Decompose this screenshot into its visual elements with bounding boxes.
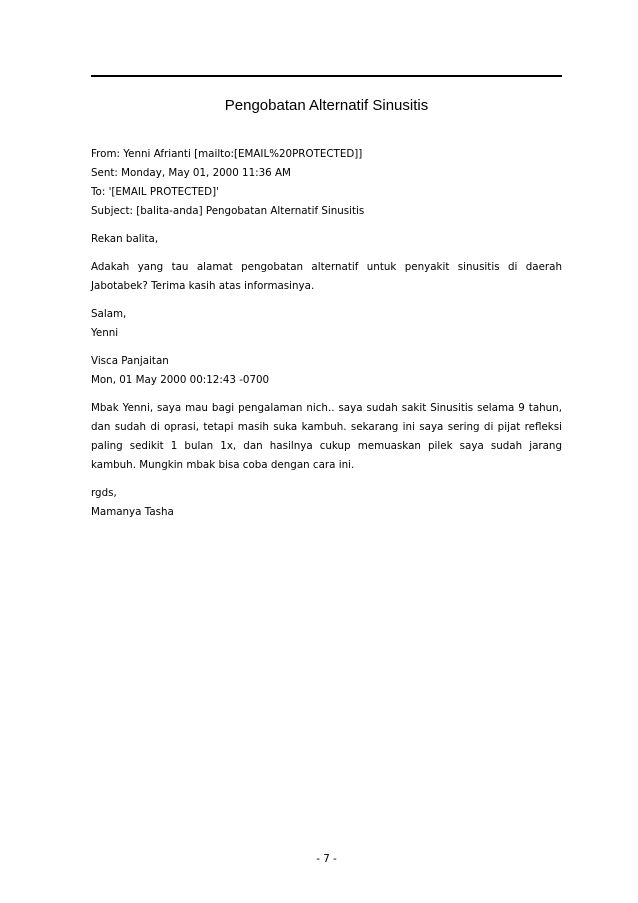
subject-line: Subject: [balita-anda] Pengobatan Alternatif Sinusitis [91, 205, 365, 217]
signoff-closing: Salam, [91, 308, 127, 320]
reply-author: Visca Panjaitan [91, 355, 169, 367]
from-line: From: Yenni Afrianti [mailto:[EMAIL%20PROTECTED]] [91, 148, 363, 160]
reply-date: Mon, 01 May 2000 00:12:43 -0700 [91, 374, 270, 386]
greeting: Rekan balita, [91, 233, 159, 245]
header-rule [91, 75, 562, 77]
question-paragraph: Adakah yang tau alamat pengobatan alternatif untuk penyakit sinusitis di daerah Jabotabek? Terima kasih atas informasinya. [91, 261, 562, 292]
signoff-name: Yenni [91, 327, 119, 339]
document-title: Pengobatan Alternatif Sinusitis [224, 97, 429, 114]
to-line: To: '[EMAIL PROTECTED]' [91, 186, 219, 198]
page-number: - 7 - [316, 853, 337, 865]
reply-paragraph: Mbak Yenni, saya mau bagi pengalaman nich.. saya sudah sakit Sinusitis selama 9 tahun, dan sudah di oprasi, tetapi masih suka kambuh. sekarang ini saya sering di pijat refleksi paling sedikit 1 bulan 1x, dan hasilnya cukup memuaskan pilek saya sudah jarang kambuh. Mungkin mbak bisa coba dengan cara ini. [91, 402, 562, 471]
sent-line: Sent: Monday, May 01, 2000 11:36 AM [91, 167, 291, 179]
signoff-tasha [91, 484, 562, 522]
email-header [91, 145, 562, 221]
signoff-yenni [91, 305, 562, 343]
signoff-name: Mamanya Tasha [91, 506, 174, 518]
email-body [91, 145, 562, 531]
document-page [91, 0, 562, 903]
reply-header [91, 352, 562, 390]
signoff-closing: rgds, [91, 487, 117, 499]
